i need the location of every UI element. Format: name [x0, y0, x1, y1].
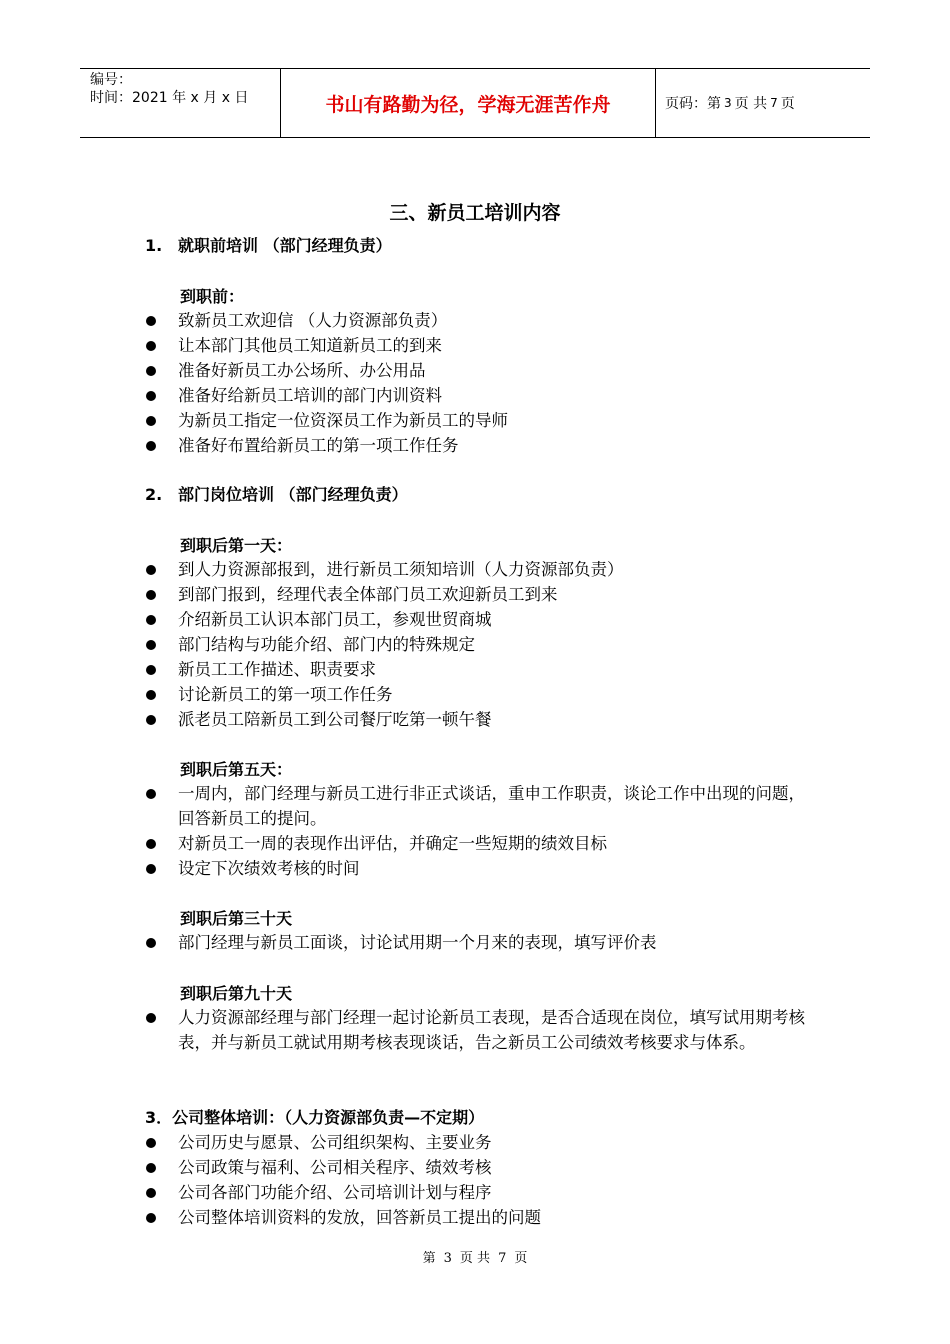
list-item: 对新员工一周的表现作出评估，并确定一些短期的绩效目标 [0, 831, 806, 856]
list-item: 为新员工指定一位资深员工作为新员工的导师 [0, 408, 806, 433]
bullet-icon [146, 640, 156, 650]
list-item: 公司政策与福利、公司相关程序、绩效考核 [0, 1155, 806, 1180]
day30-list [0, 930, 806, 955]
header-page-suffix: 页 [780, 96, 795, 112]
list-item: 公司历史与愿景、公司组织架构、主要业务 [0, 1130, 806, 1155]
list-item: 介绍新员工认识本部门员工，参观世贸商城 [0, 607, 806, 632]
serial-label: 编号： [90, 72, 132, 88]
bullet-icon [146, 341, 156, 351]
bullet-icon [146, 441, 156, 451]
bullet-icon [146, 1213, 156, 1223]
list-item: 准备好布置给新员工的第一项工作任务 [0, 433, 806, 458]
footer-page-total: 7 [498, 1251, 507, 1266]
header-motto: 书山有路勤为径，学海无涯苦作舟 [325, 93, 611, 116]
section-3-list [0, 1130, 806, 1230]
list-item: 到人力资源部报到，进行新员工须知培训（人力资源部负责） [0, 557, 806, 582]
section-2-title: 部门岗位培训 （部门经理负责） [178, 485, 408, 504]
list-item: 设定下次绩效考核的时间 [0, 856, 806, 881]
section-2-heading [145, 483, 408, 507]
bullet-icon [146, 1138, 156, 1148]
day5-list [0, 781, 806, 881]
list-item: 致新员工欢迎信 （人力资源部负责） [0, 308, 806, 333]
bullet-icon [146, 665, 156, 675]
list-item: 部门经理与新员工面谈，讨论试用期一个月来的表现，填写评价表 [0, 930, 806, 955]
bullet-icon [146, 590, 156, 600]
section-3-heading: 3．公司整体培训：（人力资源部负责—不定期） [145, 1108, 485, 1127]
bullet-icon [146, 416, 156, 426]
list-item: 一周内，部门经理与新员工进行非正式谈话，重申工作职责，谈论工作中出现的问题，回答新员工的提问。 [0, 781, 806, 831]
page-header [80, 68, 870, 138]
section-2-number: 2. [145, 485, 163, 504]
section-1-number: 1. [145, 236, 163, 255]
bullet-icon [146, 1188, 156, 1198]
day1-heading: 到职后第一天： [180, 536, 293, 555]
bullet-icon [146, 391, 156, 401]
footer-prefix: 第 [422, 1251, 436, 1266]
list-item: 人力资源部经理与部门经理一起讨论新员工表现，是否合适现在岗位，填写试用期考核表，并与新员工就试用期考核表现谈话，告之新员工公司绩效考核要求与体系。 [0, 1005, 806, 1055]
bullet-icon [146, 366, 156, 376]
header-page-total: 7 [770, 96, 778, 110]
header-page-prefix: 页码：第 [665, 96, 721, 112]
day90-list [0, 1005, 806, 1055]
list-item: 到部门报到，经理代表全体部门员工欢迎新员工到来 [0, 582, 806, 607]
bullet-icon [146, 938, 156, 948]
section-1-subheading: 到职前： [180, 287, 245, 306]
list-item: 部门结构与功能介绍、部门内的特殊规定 [0, 632, 806, 657]
list-item: 公司整体培训资料的发放，回答新员工提出的问题 [0, 1205, 806, 1230]
bullet-icon [146, 715, 156, 725]
bullet-icon [146, 565, 156, 575]
footer-mid: 页 共 [459, 1251, 491, 1266]
day5-heading: 到职后第五天： [180, 760, 293, 779]
day90-heading: 到职后第九十天 [180, 984, 293, 1003]
bullet-icon [146, 1013, 156, 1023]
list-item: 派老员工陪新员工到公司餐厅吃第一顿午餐 [0, 707, 806, 732]
day1-list [0, 557, 806, 732]
page-footer [0, 1247, 950, 1266]
header-motto-cell [280, 69, 656, 137]
list-item: 准备好给新员工培训的部门内训资料 [0, 383, 806, 408]
header-page-current: 3 [724, 96, 732, 110]
day30-heading: 到职后第三十天 [180, 909, 293, 928]
section-1-list [0, 308, 806, 458]
document-title: 三、新员工培训内容 [389, 202, 561, 224]
bullet-icon [146, 615, 156, 625]
header-page-mid: 页 共 [734, 96, 768, 112]
footer-page-current: 3 [443, 1251, 452, 1266]
bullet-icon [146, 690, 156, 700]
list-item: 公司各部门功能介绍、公司培训计划与程序 [0, 1180, 806, 1205]
bullet-icon [146, 789, 156, 799]
bullet-icon [146, 839, 156, 849]
bullet-icon [146, 316, 156, 326]
footer-suffix: 页 [514, 1251, 528, 1266]
bullet-icon [146, 864, 156, 874]
header-page-cell [655, 69, 870, 137]
section-1-heading [145, 234, 392, 258]
header-left-cell [80, 69, 280, 137]
list-item: 讨论新员工的第一项工作任务 [0, 682, 806, 707]
list-item: 新员工工作描述、职责要求 [0, 657, 806, 682]
time-label: 时间：2021 年 x 月 x 日 [90, 90, 249, 106]
list-item: 让本部门其他员工知道新员工的到来 [0, 333, 806, 358]
list-item: 准备好新员工办公场所、办公用品 [0, 358, 806, 383]
section-1-title: 就职前培训 （部门经理负责） [178, 236, 392, 255]
bullet-icon [146, 1163, 156, 1173]
